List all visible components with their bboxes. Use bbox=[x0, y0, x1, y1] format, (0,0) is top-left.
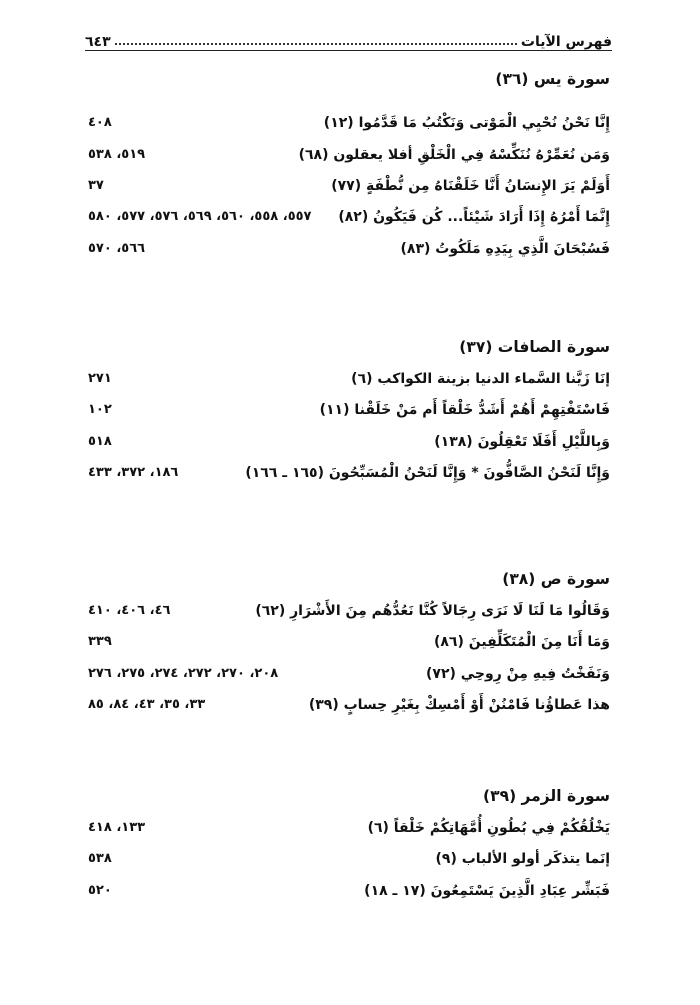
page-references: ٤٦، ٤٠٦، ٤١٠ bbox=[88, 603, 171, 618]
page-references: ٥١٩، ٥٣٨ bbox=[88, 147, 146, 162]
verse-text: إنَا زَيَّنا السَّماء الدنيا بزينة الكواكب (٦) bbox=[351, 371, 610, 387]
page-references: ٢٠٨، ٢٧٠، ٢٧٢، ٢٧٤، ٢٧٥، ٢٧٦ bbox=[88, 666, 279, 681]
index-entry bbox=[88, 147, 610, 169]
dot-leader bbox=[115, 43, 517, 45]
index-entry bbox=[88, 371, 610, 393]
page-references: ٥٢٠ bbox=[88, 883, 112, 898]
verse-text: فَاسْتَفْتِهِمْ أَهُمْ أَشَدُّ خَلْقاً أَم مَنْ خَلَقْنا (١١) bbox=[319, 402, 610, 418]
page-references: ٥٣٨ bbox=[88, 851, 112, 866]
verse-text: وَقَالُوا مَا لَنَا لَا نَرَى رِجَالاً كُنَّا نَعُدُّهُم مِنَ الأَشْرَارِ (٦٢) bbox=[255, 603, 610, 619]
index-entry bbox=[88, 241, 610, 263]
index-entry bbox=[88, 851, 610, 873]
verse-text: يَخْلُقُكُمْ فِي بُطُونِ أُمَّهَاتِكُمْ خَلْقاً (٦) bbox=[367, 820, 610, 836]
surah-title: سورة الصافات (٣٧) bbox=[459, 338, 610, 356]
page-references: ٣٣٩ bbox=[88, 634, 112, 649]
index-entry bbox=[88, 178, 610, 200]
index-entry bbox=[88, 465, 610, 487]
page-references: ٥١٨ bbox=[88, 434, 112, 449]
verse-text: إِنَّمَا أَمْرُهُ إِذَا أَرَادَ شَيْئاً... كُن فَيَكُونُ (٨٢) bbox=[338, 209, 610, 225]
verse-text: وَإِنَّا لَنَحْنُ الصَّافُّونَ * وَإِنَّا لَنَحْنُ الْمُسَبِّحُونَ (١٦٥ ـ ١٦٦) bbox=[245, 465, 610, 481]
verse-text: وَنَفَخْتُ فِيهِ مِنْ رِوحِي (٧٢) bbox=[426, 666, 610, 682]
header-page-number: ٦٤٣ bbox=[85, 34, 111, 50]
surah-title: سورة الزمر (٣٩) bbox=[483, 787, 610, 805]
page-references: ١٨٦، ٣٧٢، ٤٣٣ bbox=[88, 465, 179, 480]
page-references: ٣٧ bbox=[88, 178, 104, 193]
page-references: ٥٦٦، ٥٧٠ bbox=[88, 241, 146, 256]
index-entry bbox=[88, 697, 610, 719]
surah-title: سورة ص (٣٨) bbox=[502, 570, 610, 588]
page-references: ٣٣، ٣٥، ٤٣، ٨٤، ٨٥ bbox=[88, 697, 206, 712]
running-header bbox=[85, 30, 612, 51]
page-references: ٢٧١ bbox=[88, 371, 112, 386]
index-entry bbox=[88, 209, 610, 231]
index-entry bbox=[88, 634, 610, 656]
verse-text: هذا عَطاؤُنا فَامْنُنْ أَوْ أَمْسِكْ بِغَيْرِ حِسابٍ (٣٩) bbox=[308, 697, 610, 713]
verse-text: فَسُبْحَانَ الَّذِي بِيَدِهِ مَلَكُوتُ (٨٣) bbox=[400, 241, 610, 257]
index-entry bbox=[88, 603, 610, 625]
verse-text: فَبَشِّر عِبَادِ الَّذِينَ يَسْتَمِعُونَ (١٧ ـ ١٨) bbox=[364, 883, 610, 899]
index-entry bbox=[88, 402, 610, 424]
index-entry bbox=[88, 434, 610, 456]
page-references: ٤٠٨ bbox=[88, 115, 112, 130]
index-entry bbox=[88, 666, 610, 688]
verse-text: إِنَّا نَحْنُ نُحْيِي الْمَوْتى وَنَكْتُبُ مَا قَدَّمُوا (١٢) bbox=[323, 115, 610, 131]
verse-text: أَوَلَمْ يَرَ الإِنسَانُ أَنَّا خَلَقْنَاهُ مِن نُّطْفَةٍ (٧٧) bbox=[331, 178, 610, 194]
page-references: ١٠٢ bbox=[88, 402, 112, 417]
page-references: ٥٥٧، ٥٥٨، ٥٦٠، ٥٦٩، ٥٧٦، ٥٧٧، ٥٨٠ bbox=[88, 209, 312, 224]
verse-text: وَمَا أَنَا مِنَ الْمُتَكَلِّفِينَ (٨٦) bbox=[433, 634, 610, 650]
verse-text: وَمَن نُعَمِّرْهُ نُنَكِّسْهُ فِي الْخَلْقِ أفلا يعقلون (٦٨) bbox=[298, 147, 610, 163]
index-entry bbox=[88, 883, 610, 905]
index-entry bbox=[88, 820, 610, 842]
header-title: فهرس الآيات bbox=[520, 34, 612, 50]
index-entry bbox=[88, 115, 610, 137]
verse-text: إنَما يتذكَر أولو الألباب (٩) bbox=[435, 851, 610, 867]
surah-title: سورة يس (٣٦) bbox=[495, 70, 610, 88]
page-references: ١٣٣، ٤١٨ bbox=[88, 820, 146, 835]
verse-text: وَبِاللَّيْلِ أَفَلَا تَعْقِلُونَ (١٣٨) bbox=[434, 434, 610, 450]
